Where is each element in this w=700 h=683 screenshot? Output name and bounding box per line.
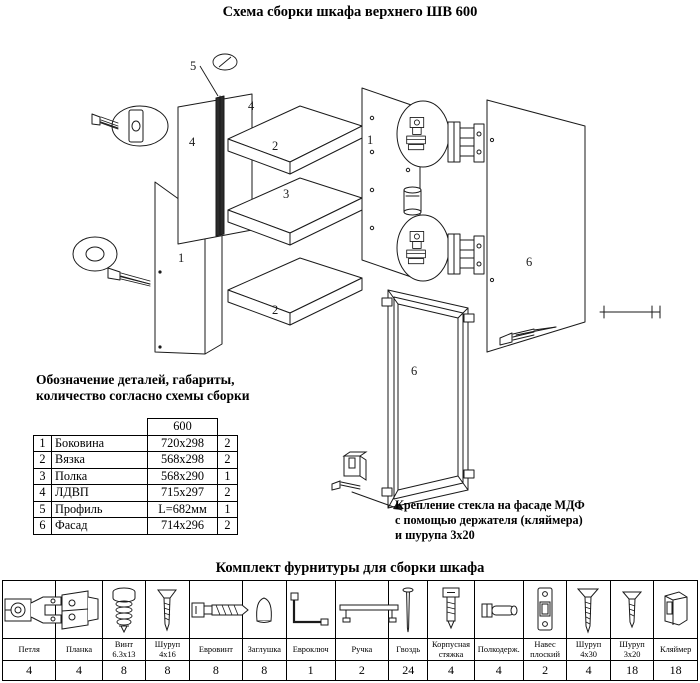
callout-5: 5 [190, 59, 197, 73]
wood-screw-icon [146, 581, 190, 639]
part-name: Фасад [52, 518, 148, 535]
callout-4b: 4 [189, 135, 196, 149]
kit-labels-row [3, 639, 698, 661]
callout-1b: 1 [178, 251, 185, 265]
kit-label-screw-4x30 [567, 639, 611, 661]
callout-1a: 1 [367, 133, 374, 147]
kit-count-euro-key: 1 [286, 661, 335, 681]
kit-label-euro-screw: Евровинт [189, 639, 242, 661]
body-connector-icon [428, 581, 474, 639]
screw-cam-icon [102, 581, 146, 639]
callout-6a: 6 [526, 255, 533, 269]
kit-label-body-connector-l1: Корпусная [432, 640, 470, 650]
kit-count-hinge: 4 [3, 661, 56, 681]
kit-label-handle: Ручка [335, 639, 388, 661]
parts-table-header-row [34, 419, 238, 436]
table-row [34, 452, 238, 469]
part-num: 3 [34, 468, 52, 485]
kit-label-hinge: Петля [3, 639, 56, 661]
screw-4x30-icon [567, 581, 611, 639]
euro-screw-icon [189, 581, 242, 639]
kit-count-nail: 24 [389, 661, 428, 681]
table-row [34, 485, 238, 502]
kit-label-flat-hanger-l1: Навес [534, 640, 556, 650]
kit-label-wood-screw-l1: Шуруп [154, 640, 181, 650]
header-blank-num [34, 419, 52, 436]
callout-3: 3 [283, 187, 290, 201]
part-dim: 568x298 [148, 452, 218, 469]
screw-3x20-icon [610, 581, 654, 639]
table-row [34, 518, 238, 535]
cap-cover-icon [243, 581, 287, 639]
part-qty: 2 [218, 485, 238, 502]
kit-label-screw-3x20-l2: 3x20 [623, 649, 641, 659]
kit-count-handle: 2 [335, 661, 388, 681]
glass-clamp-note [395, 498, 695, 543]
kit-count-cap-cover: 8 [243, 661, 287, 681]
part-num: 4 [34, 485, 52, 502]
legend-caption-line1: Обозначение деталей, габариты, [36, 372, 235, 387]
flat-hanger-icon [523, 581, 567, 639]
callout-4a: 4 [248, 99, 255, 113]
legend-caption [36, 372, 336, 405]
kit-count-screw-3x20: 18 [610, 661, 654, 681]
kit-count-euro-screw: 8 [189, 661, 242, 681]
assembly-diagram [0, 22, 700, 378]
kit-label-screw-4x30-l1: Шуруп [575, 640, 602, 650]
header-blank-name [52, 419, 148, 436]
part-name: Боковина [52, 435, 148, 452]
part-num: 5 [34, 501, 52, 518]
table-row [34, 435, 238, 452]
kit-label-flat-hanger [523, 639, 567, 661]
shelf-support-icon [474, 581, 523, 639]
kit-counts-row [3, 661, 698, 681]
kit-label-flat-hanger-l2: плоский [530, 649, 560, 659]
kit-label-screw-cam-l2: 6.3x13 [112, 649, 136, 659]
kit-count-wood-screw: 8 [146, 661, 190, 681]
kit-label-screw-cam [102, 639, 146, 661]
kit-label-wood-screw-l2: 4x16 [159, 649, 176, 659]
part-dim: L=682мм [148, 501, 218, 518]
table-row [34, 501, 238, 518]
euro-key-icon [286, 581, 335, 639]
callout-2a: 2 [272, 139, 279, 153]
header-size: 600 [148, 419, 218, 436]
part-dim: 568x290 [148, 468, 218, 485]
kit-label-glass-clamp: Кляймер [654, 639, 698, 661]
kit-count-glass-clamp: 18 [654, 661, 698, 681]
part-num: 2 [34, 452, 52, 469]
part-name: Профиль [52, 501, 148, 518]
hardware-kit-table [2, 580, 698, 681]
page-title: Схема сборки шкафа верхнего ШВ 600 [222, 4, 478, 20]
kit-label-euro-key: Евроключ [286, 639, 335, 661]
kit-label-screw-3x20-l1: Шуруп [619, 640, 645, 650]
kit-label-cap-cover: Заглушка [243, 639, 287, 661]
kit-label-screw-cam-l1: Винт [114, 640, 134, 650]
callout-2b: 2 [272, 303, 279, 317]
callout-6b: 6 [411, 364, 418, 378]
glass-clamp-icon [654, 581, 698, 639]
part-dim: 720x298 [148, 435, 218, 452]
kit-label-nail: Гвоздь [389, 639, 428, 661]
glass-note-line2: с помощью держателя (кляймера) [395, 512, 583, 527]
kit-count-screw-4x30: 4 [567, 661, 611, 681]
part-qty: 1 [218, 468, 238, 485]
part-name: Вязка [52, 452, 148, 469]
glass-note-line1: Крепление стекла на фасаде МДФ [395, 498, 585, 512]
kit-label-body-connector [428, 639, 474, 661]
kit-count-screw-cam: 8 [102, 661, 146, 681]
glass-note-line3: и шурупа 3х20 [395, 527, 475, 542]
kit-count-mounting-plate: 4 [56, 661, 102, 681]
handle-icon [335, 581, 388, 639]
kit-title: Комплект фурнитуры для сборки шкафа [215, 560, 485, 576]
kit-count-body-connector: 4 [428, 661, 474, 681]
kit-label-mounting-plate: Планка [56, 639, 102, 661]
header-blank-qty [218, 419, 238, 436]
part-dim: 715x297 [148, 485, 218, 502]
part-num: 6 [34, 518, 52, 535]
part-qty: 2 [218, 452, 238, 469]
part-qty: 1 [218, 501, 238, 518]
legend-caption-line2: количество согласно схемы сборки [36, 388, 250, 404]
part-name: ЛДВП [52, 485, 148, 502]
kit-label-wood-screw [146, 639, 190, 661]
kit-label-screw-4x30-l2: 4x30 [580, 649, 597, 659]
kit-count-flat-hanger: 2 [523, 661, 567, 681]
hinge-icon [3, 581, 56, 639]
part-dim: 714x296 [148, 518, 218, 535]
kit-label-screw-3x20 [610, 639, 654, 661]
parts-table [33, 418, 238, 535]
kit-count-shelf-support: 4 [474, 661, 523, 681]
kit-icons-row [3, 581, 698, 639]
part-num: 1 [34, 435, 52, 452]
table-row [34, 468, 238, 485]
mounting-plate-icon [56, 581, 102, 639]
kit-label-body-connector-l2: стяжка [438, 649, 464, 659]
part-name: Полка [52, 468, 148, 485]
kit-label-shelf-support: Полкодерж. [474, 639, 523, 661]
part-qty: 2 [218, 435, 238, 452]
part-qty: 2 [218, 518, 238, 535]
